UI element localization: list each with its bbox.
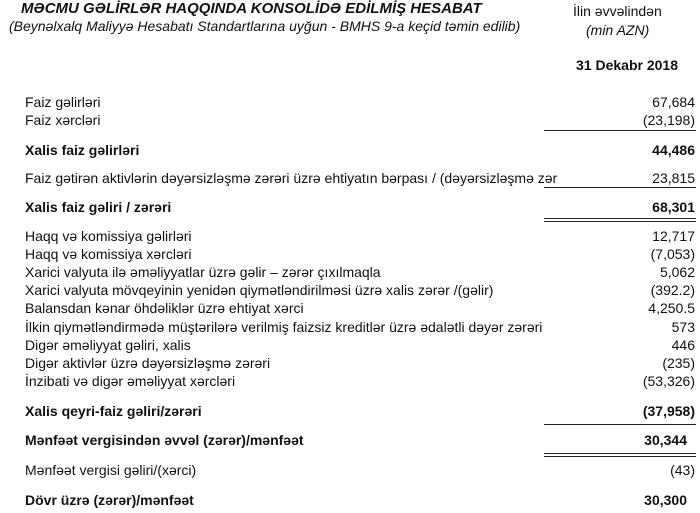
unit-label: (min AZN)	[586, 22, 650, 38]
row-label: Xarici valyuta mövqeyinin yenidən qiymətləndirilməsi üzrə xalis zərər /(gəlir)	[25, 282, 494, 298]
statement-title: MƏCMU GƏLİRLƏR HAQQINDA KONSOLİDƏ EDİLMİŞ HESABAT	[21, 0, 482, 17]
row-label: Digər aktivlər üzrə dəyərsizləşmə zərəri	[25, 355, 271, 371]
table-row	[25, 318, 695, 336]
row-value: 30,344	[644, 432, 687, 448]
row-label: Mənfəət vergisi gəliri/(xərci)	[25, 462, 197, 478]
row-value: 68,301	[652, 199, 695, 215]
row-value: 23,815	[652, 170, 695, 186]
row-label: İnzibati və digər əməliyyat xərcləri	[25, 373, 236, 389]
row-value: 446	[671, 337, 695, 353]
row-value: 44,486	[652, 142, 695, 158]
row-value: 4,250.5	[648, 300, 695, 316]
total-double-rule	[544, 218, 696, 222]
subtotal-rule	[544, 130, 696, 131]
row-value: (392.2)	[650, 282, 695, 298]
period-label: İlin əvvəlindən	[573, 3, 662, 19]
table-row	[25, 245, 695, 263]
table-row	[25, 402, 695, 420]
table-row	[25, 141, 695, 159]
row-value: 67,684	[652, 94, 695, 110]
row-value: (7,053)	[650, 246, 695, 262]
row-value: (53,326)	[642, 373, 695, 389]
table-row	[25, 461, 695, 479]
table-row	[25, 227, 695, 245]
row-value: 12,717	[652, 228, 695, 244]
column-date-header: 31 Dekabr 2018	[576, 57, 678, 73]
row-value: (43)	[670, 462, 695, 478]
table-row	[25, 299, 695, 317]
row-value: 30,300	[644, 492, 687, 508]
total-double-rule	[544, 453, 696, 457]
row-label: Faiz gətirən aktivlərin dəyərsizləşmə zərəri üzrə ehtiyatın bərpası / (dəyərsizləşmə zər	[25, 170, 558, 186]
table-row	[25, 491, 695, 509]
table-row	[25, 336, 695, 354]
row-label: İlkin qiymətləndirmədə müştərilərə verilmiş faizsiz kreditlər üzrə ədalətli dəyər zərəri	[25, 319, 543, 335]
table-row	[25, 372, 695, 390]
table-row	[25, 431, 695, 449]
table-row	[25, 169, 695, 187]
row-value: (37,958)	[642, 403, 695, 419]
row-label: Xalis faiz gəliri / zərəri	[25, 199, 172, 215]
row-label: Balansdan kənar öhdəliklər üzrə ehtiyat xərci	[25, 300, 304, 316]
row-label: Haqq və komissiya xərcləri	[25, 246, 192, 262]
row-label: Xalis qeyri-faiz gəliri/zərəri	[25, 403, 202, 419]
row-value: (235)	[662, 355, 695, 371]
row-label: Digər əməliyyat gəliri, xalis	[25, 337, 191, 353]
table-row	[25, 263, 695, 281]
row-label: Mənfəət vergisindən əvvəl (zərər)/mənfəət	[25, 432, 304, 448]
row-value: 5,062	[659, 264, 695, 280]
subtotal-rule	[544, 424, 696, 425]
row-label: Faiz gəlirləri	[25, 94, 101, 110]
table-row	[25, 111, 695, 129]
subtotal-rule	[544, 187, 696, 188]
row-label: Xarici valyuta ilə əməliyyatlar üzrə gəlir – zərər çıxılmaqla	[25, 264, 381, 280]
table-row	[25, 93, 695, 111]
table-row	[25, 281, 695, 299]
row-label: Xalis faiz gəlirləri	[25, 142, 140, 158]
table-row	[25, 198, 695, 216]
row-value: (23,198)	[642, 112, 695, 128]
statement-subtitle: (Beynəlxalq Maliyyə Hesabatı Standartlarına uyğun - BMHS 9-a keçid təmin edilib)	[9, 18, 521, 34]
row-label: Dövr üzrə (zərər)/mənfəət	[25, 492, 194, 508]
row-label: Faiz xərcləri	[25, 112, 101, 128]
row-label: Haqq və komissiya gəlirləri	[25, 228, 192, 244]
row-value: 573	[671, 319, 695, 335]
table-row	[25, 354, 695, 372]
